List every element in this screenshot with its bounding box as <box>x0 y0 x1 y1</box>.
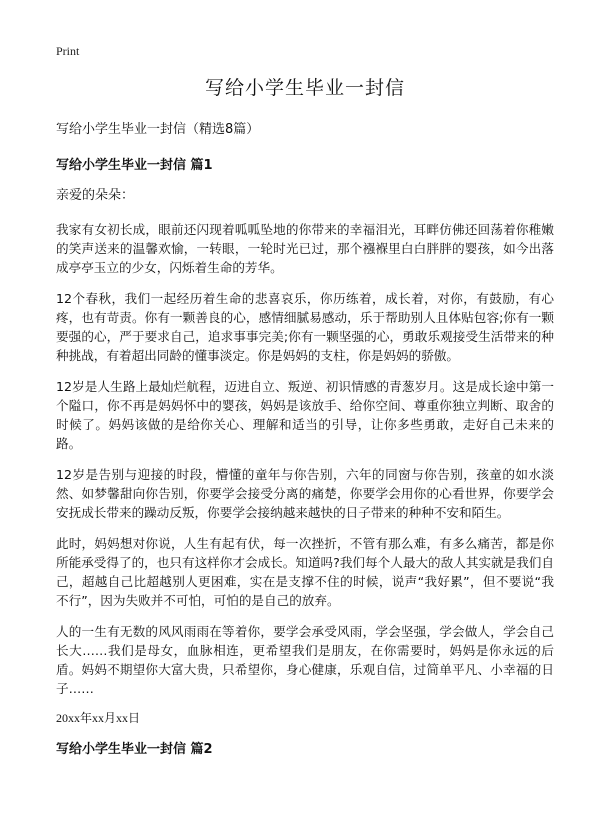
print-label[interactable]: Print <box>56 44 80 58</box>
letter-date: 20xx年xx月xx日 <box>56 711 141 725</box>
letter-paragraph: 12岁是告别与迎接的时段，懵懂的童年与你告别，六年的同窗与你告别，孩童的如水淡然、如梦馨甜向你告别，你要学会接受分离的痛楚，你要学会用你的心看世界，你要学会安抚成长带来的躁动反叛，你要学会接纳越来越快的日子带来的种种不安和陌生。 <box>56 467 554 520</box>
document-subtitle: 写给小学生毕业一封信（精选8篇） <box>56 122 260 137</box>
letter-paragraph: 我家有女初长成，眼前还闪现着呱呱坠地的你带来的幸福泪光，耳畔仿佛还回荡着你稚嫩的笑声送来的温馨欢愉，一转眼，一轮时光已过，那个襁褓里白白胖胖的婴孩，如今出落成亭亭玉立的少女，闪烁着生命的芳华。 <box>56 222 554 275</box>
letter-paragraph: 此时，妈妈想对你说，人生有起有伏，每一次挫折，不管有那么难，有多么痛苦，都是你所能承受得了的，也只有这样你才会成长。知道吗?我们每个人最大的敌人其实就是我们自己，超越自己比超越别人更困难，实在是支撑不住的时候，说声“我好累”，但不要说“我不行”，因为失败并不可怕，可怕的是自己的放弃。 <box>56 536 554 608</box>
section-heading-1: 写给小学生毕业一封信 篇1 <box>56 158 213 173</box>
section-heading-2: 写给小学生毕业一封信 篇2 <box>56 742 213 757</box>
letter-greeting: 亲爱的朵朵： <box>56 188 135 203</box>
letter-paragraph: 12个春秋，我们一起经历着生命的悲喜哀乐，你历练着，成长着，对你，有鼓励，有心疼，也有苛责。你有一颗善良的心，感情细腻易感动，乐于帮助别人且体贴包容;你有一颗要强的心，严于要求自己，追求事事完美;你有一颗坚强的心，勇敢乐观接受生活带来的种种挑战，有着超出同龄的懂事淡定。你是妈妈的支柱，你是妈妈的骄傲。 <box>56 291 554 363</box>
letter-paragraph: 人的一生有无数的风风雨雨在等着你，要学会承受风雨，学会坚强，学会做人，学会自己长大……我们是母女，血脉相连，更希望我们是朋友，在你需要时，妈妈是你永远的后盾。妈妈不期望你大富大贵，只希望你，身心健康，乐观自信，过简单平凡、小幸福的日子…… <box>56 624 554 696</box>
letter-paragraph: 12岁是人生路上最灿烂航程，迈进自立、叛逆、初识情感的青葱岁月。这是成长途中第一个隘口，你不再是妈妈怀中的婴孩，妈妈是该放手、给你空间、尊重你独立判断、取舍的时候了。妈妈该做的是给你关心、理解和适当的引导，让你多些勇敢，走好自己未来的路。 <box>56 379 554 451</box>
document-title: 写给小学生毕业一封信 <box>204 77 405 99</box>
